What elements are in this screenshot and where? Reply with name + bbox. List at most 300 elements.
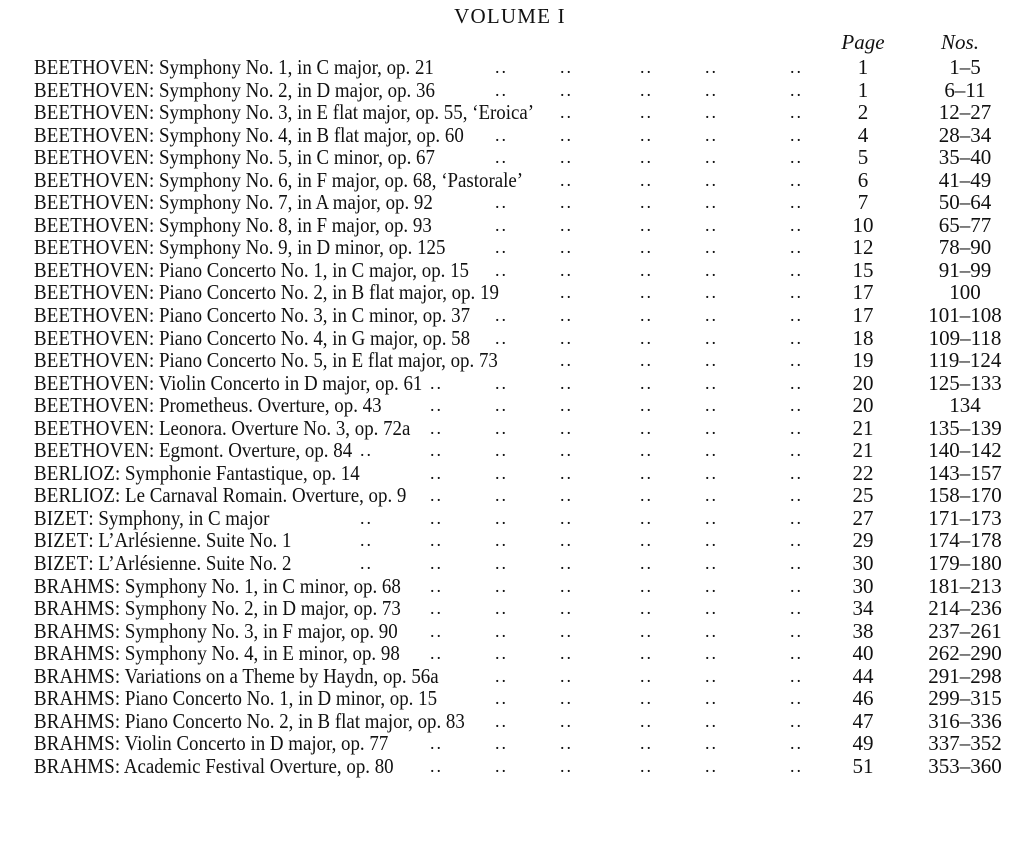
dot-leader: .. bbox=[495, 57, 508, 77]
dot-leader: .. bbox=[790, 733, 803, 754]
entry-nos: 50–64 bbox=[938, 190, 992, 215]
composer-separator: : bbox=[149, 303, 159, 328]
dot-leader: .. bbox=[495, 643, 508, 664]
dot-leader: .. bbox=[640, 259, 653, 280]
entry-page: 12 bbox=[852, 235, 874, 260]
entry-title bbox=[34, 665, 439, 687]
dot-leader: .. bbox=[495, 147, 508, 168]
entry-nos: 179–180 bbox=[928, 551, 1002, 576]
dot-leader: .. bbox=[705, 395, 718, 416]
composer-name: BRAHMS bbox=[34, 708, 115, 733]
dot-leader: .. bbox=[790, 259, 803, 280]
entry-nos: 158–170 bbox=[928, 483, 1002, 508]
entry-nos: 262–290 bbox=[928, 641, 1002, 666]
dot-leader: .. bbox=[430, 733, 443, 754]
dot-leader: .. bbox=[560, 169, 573, 190]
entry-nos: 119–124 bbox=[928, 348, 1002, 373]
dot-leader: .. bbox=[495, 305, 508, 326]
entry-title bbox=[34, 304, 470, 326]
entry-title bbox=[34, 507, 269, 529]
composer-name: BIZET bbox=[34, 505, 89, 530]
entry-page: 6 bbox=[857, 167, 869, 192]
contents-entry bbox=[0, 101, 1024, 124]
composer-name: BRAHMS bbox=[34, 618, 115, 643]
dot-leader: .. bbox=[560, 147, 573, 168]
contents-entry bbox=[0, 755, 1024, 778]
dot-leader: .. bbox=[560, 124, 573, 145]
work-title: Le Carnaval Romain. Overture, op. 9 bbox=[125, 483, 407, 508]
dot-leader: .. bbox=[790, 755, 803, 776]
dot-leader: .. bbox=[790, 440, 803, 461]
dot-leader: .. bbox=[430, 598, 443, 619]
composer-name: BEETHOVEN bbox=[34, 393, 150, 418]
dot-leader: .. bbox=[705, 214, 718, 235]
entry-title bbox=[34, 529, 291, 551]
dot-leader: .. bbox=[640, 214, 653, 235]
entry-page: 30 bbox=[852, 551, 874, 576]
volume-title: VOLUME I bbox=[454, 4, 566, 28]
work-title: Piano Concerto No. 1, in C major, op. 15 bbox=[158, 257, 470, 282]
entry-page: 44 bbox=[852, 663, 874, 688]
dot-leader: .. bbox=[640, 124, 653, 145]
composer-name: BRAHMS bbox=[34, 731, 115, 756]
composer-separator: : bbox=[88, 528, 99, 553]
dot-leader: .. bbox=[640, 755, 653, 776]
dot-leader: .. bbox=[560, 79, 573, 100]
dot-leader: .. bbox=[560, 214, 573, 235]
contents-entry bbox=[0, 214, 1024, 237]
composer-name: BEETHOVEN bbox=[34, 77, 150, 102]
entry-nos: 12–27 bbox=[938, 100, 992, 125]
composer-separator: : bbox=[149, 145, 159, 170]
entry-title bbox=[34, 755, 394, 777]
entry-title bbox=[34, 101, 534, 123]
dot-leader: .. bbox=[430, 530, 443, 551]
dot-leader: .. bbox=[705, 643, 718, 664]
composer-name: BIZET bbox=[34, 528, 89, 553]
work-title: Piano Concerto No. 1, in D minor, op. 15 bbox=[124, 686, 438, 711]
dot-leader: .. bbox=[705, 417, 718, 438]
dot-leader: .. bbox=[705, 259, 718, 280]
composer-separator: : bbox=[114, 641, 125, 666]
entry-nos: 237–261 bbox=[928, 618, 1002, 643]
work-title: Egmont. Overture, op. 84 bbox=[158, 438, 353, 463]
dot-leader: .. bbox=[495, 665, 508, 686]
dot-leader: .. bbox=[560, 755, 573, 776]
entry-nos: 171–173 bbox=[928, 505, 1002, 530]
contents-entry bbox=[0, 507, 1024, 530]
entry-page: 25 bbox=[852, 483, 874, 508]
work-title: Symphony No. 1, in C major, op. 21 bbox=[158, 55, 434, 79]
work-title: Symphony, in C major bbox=[98, 505, 270, 530]
dot-leader: .. bbox=[640, 598, 653, 619]
composer-name: BEETHOVEN bbox=[34, 257, 150, 282]
contents-entry bbox=[0, 394, 1024, 417]
dot-leader: .. bbox=[430, 620, 443, 641]
work-title: Symphony No. 3, in F major, op. 90 bbox=[124, 618, 398, 643]
composer-separator: : bbox=[114, 573, 125, 598]
composer-separator: : bbox=[149, 370, 159, 395]
dot-leader: .. bbox=[495, 372, 508, 393]
composer-name: BEETHOVEN bbox=[34, 370, 150, 395]
entry-page: 7 bbox=[857, 190, 869, 215]
dot-leader: .. bbox=[560, 259, 573, 280]
composer-separator: : bbox=[115, 483, 126, 508]
dot-leader: .. bbox=[790, 507, 803, 528]
composer-name: BEETHOVEN bbox=[34, 303, 150, 328]
dot-leader: .. bbox=[560, 620, 573, 641]
dot-leader: .. bbox=[705, 57, 718, 77]
dot-leader: .. bbox=[705, 620, 718, 641]
dot-leader: .. bbox=[640, 169, 653, 190]
dot-leader: .. bbox=[560, 282, 573, 303]
dot-leader: .. bbox=[560, 57, 573, 77]
dot-leader: .. bbox=[495, 530, 508, 551]
composer-separator: : bbox=[149, 190, 159, 215]
composer-separator: : bbox=[149, 235, 159, 260]
dot-leader: .. bbox=[495, 79, 508, 100]
entry-title bbox=[34, 146, 435, 168]
work-title: Symphony No. 4, in B flat major, op. 60 bbox=[158, 122, 464, 147]
dot-leader: .. bbox=[705, 305, 718, 326]
dot-leader: .. bbox=[640, 553, 653, 574]
entry-page: 4 bbox=[857, 122, 869, 147]
dot-leader: .. bbox=[640, 57, 653, 77]
dot-leader: .. bbox=[640, 485, 653, 506]
dot-leader: .. bbox=[560, 372, 573, 393]
composer-name: BEETHOVEN bbox=[34, 212, 150, 237]
dot-leader: .. bbox=[640, 417, 653, 438]
dot-leader: .. bbox=[705, 282, 718, 303]
composer-name: BEETHOVEN bbox=[34, 145, 150, 170]
dot-leader: .. bbox=[705, 327, 718, 348]
work-title: Symphony No. 2, in D major, op. 36 bbox=[158, 77, 435, 102]
work-title: Symphony No. 1, in C minor, op. 68 bbox=[124, 573, 401, 598]
dot-leader: .. bbox=[640, 530, 653, 551]
composer-separator: : bbox=[149, 325, 159, 350]
dot-leader: .. bbox=[640, 147, 653, 168]
composer-name: BERLIOZ bbox=[34, 483, 116, 508]
composer-name: BRAHMS bbox=[34, 686, 115, 711]
dot-leader: .. bbox=[705, 440, 718, 461]
dot-leader: .. bbox=[560, 710, 573, 731]
dot-leader: .. bbox=[495, 395, 508, 416]
dot-leader: .. bbox=[790, 214, 803, 235]
composer-separator: : bbox=[149, 77, 159, 102]
composer-separator: : bbox=[88, 551, 99, 576]
dot-leader: .. bbox=[705, 665, 718, 686]
work-title: Symphony No. 3, in E flat major, op. 55, ‘Eroica’ bbox=[158, 100, 535, 125]
dot-leader: .. bbox=[790, 350, 803, 371]
composer-name: BEETHOVEN bbox=[34, 280, 150, 305]
composer-name: BEETHOVEN bbox=[34, 55, 150, 79]
dot-leader: .. bbox=[790, 79, 803, 100]
dot-leader: .. bbox=[560, 237, 573, 258]
contents-entry bbox=[0, 372, 1024, 395]
dot-leader: .. bbox=[640, 327, 653, 348]
dot-leader: .. bbox=[790, 462, 803, 483]
composer-separator: : bbox=[149, 438, 159, 463]
entry-nos: 100 bbox=[949, 280, 981, 305]
dot-leader: .. bbox=[790, 237, 803, 258]
work-title: Leonora. Overture No. 3, op. 72a bbox=[158, 415, 411, 440]
dot-leader: .. bbox=[560, 643, 573, 664]
entry-title bbox=[34, 620, 398, 642]
dot-leader: .. bbox=[790, 575, 803, 596]
entry-page: 17 bbox=[852, 280, 874, 305]
contents-entry bbox=[0, 484, 1024, 507]
dot-leader: .. bbox=[640, 462, 653, 483]
dot-leader: .. bbox=[560, 192, 573, 213]
composer-name: BEETHOVEN bbox=[34, 235, 150, 260]
dot-leader: .. bbox=[495, 598, 508, 619]
dot-leader: .. bbox=[705, 553, 718, 574]
contents-entry bbox=[0, 169, 1024, 192]
entry-title bbox=[34, 597, 401, 619]
dot-leader: .. bbox=[495, 710, 508, 731]
dot-leader: .. bbox=[705, 710, 718, 731]
entry-page: 40 bbox=[852, 641, 874, 666]
composer-name: BEETHOVEN bbox=[34, 122, 150, 147]
work-title: Violin Concerto in D major, op. 61 bbox=[158, 370, 423, 395]
composer-name: BEETHOVEN bbox=[34, 438, 150, 463]
entry-page: 21 bbox=[852, 438, 874, 463]
contents-list bbox=[0, 56, 1024, 778]
contents-entry bbox=[0, 349, 1024, 372]
entry-page: 34 bbox=[852, 596, 874, 621]
work-title: Symphony No. 8, in F major, op. 93 bbox=[158, 212, 432, 237]
composer-separator: : bbox=[114, 618, 125, 643]
work-title: Symphony No. 2, in D major, op. 73 bbox=[124, 596, 401, 621]
dot-leader: .. bbox=[705, 79, 718, 100]
dot-leader: .. bbox=[705, 102, 718, 123]
entry-page: 2 bbox=[857, 100, 869, 125]
composer-separator: : bbox=[114, 686, 125, 711]
dot-leader: .. bbox=[430, 507, 443, 528]
composer-separator: : bbox=[114, 753, 124, 778]
contents-entry bbox=[0, 327, 1024, 350]
composer-separator: : bbox=[149, 167, 159, 192]
dot-leader: .. bbox=[560, 665, 573, 686]
composer-separator: : bbox=[149, 257, 159, 282]
entry-title bbox=[34, 462, 360, 484]
dot-leader: .. bbox=[495, 485, 508, 506]
dot-leader: .. bbox=[430, 395, 443, 416]
nos-column-header: Nos. bbox=[941, 30, 979, 54]
entry-page: 38 bbox=[852, 618, 874, 643]
contents-entry bbox=[0, 529, 1024, 552]
contents-entry bbox=[0, 191, 1024, 214]
composer-separator: : bbox=[115, 460, 126, 485]
dot-leader: .. bbox=[790, 553, 803, 574]
dot-leader: .. bbox=[495, 507, 508, 528]
entry-title bbox=[34, 259, 469, 281]
composer-separator: : bbox=[88, 505, 99, 530]
entry-title bbox=[34, 214, 432, 236]
dot-leader: .. bbox=[705, 485, 718, 506]
entry-nos: 291–298 bbox=[928, 663, 1002, 688]
work-title: Piano Concerto No. 3, in C minor, op. 37 bbox=[158, 303, 471, 328]
entry-nos: 125–133 bbox=[928, 370, 1002, 395]
dot-leader: .. bbox=[360, 440, 373, 461]
dot-leader: .. bbox=[560, 530, 573, 551]
dot-leader: .. bbox=[705, 147, 718, 168]
work-title: Symphony No. 6, in F major, op. 68, ‘Pastorale’ bbox=[158, 167, 524, 192]
dot-leader: .. bbox=[640, 688, 653, 709]
composer-separator: : bbox=[114, 663, 125, 688]
entry-nos: 109–118 bbox=[928, 325, 1002, 350]
entry-nos: 135–139 bbox=[928, 415, 1002, 440]
dot-leader: .. bbox=[790, 710, 803, 731]
dot-leader: .. bbox=[430, 485, 443, 506]
dot-leader: .. bbox=[640, 643, 653, 664]
dot-leader: .. bbox=[560, 575, 573, 596]
dot-leader: .. bbox=[640, 507, 653, 528]
contents-entry bbox=[0, 56, 1024, 79]
dot-leader: .. bbox=[705, 507, 718, 528]
entry-page: 46 bbox=[852, 686, 874, 711]
entry-page: 19 bbox=[852, 348, 874, 373]
dot-leader: .. bbox=[790, 372, 803, 393]
composer-separator: : bbox=[149, 100, 159, 125]
composer-name: BEETHOVEN bbox=[34, 190, 150, 215]
dot-leader: .. bbox=[360, 507, 373, 528]
entry-nos: 337–352 bbox=[928, 731, 1002, 756]
dot-leader: .. bbox=[430, 553, 443, 574]
entry-title bbox=[34, 575, 401, 597]
dot-leader: .. bbox=[640, 665, 653, 686]
dot-leader: .. bbox=[430, 417, 443, 438]
dot-leader: .. bbox=[790, 665, 803, 686]
dot-leader: .. bbox=[790, 57, 803, 77]
dot-leader: .. bbox=[495, 733, 508, 754]
work-title: Piano Concerto No. 5, in E flat major, op. 73 bbox=[158, 348, 498, 373]
dot-leader: .. bbox=[640, 192, 653, 213]
dot-leader: .. bbox=[560, 598, 573, 619]
dot-leader: .. bbox=[495, 688, 508, 709]
dot-leader: .. bbox=[705, 688, 718, 709]
work-title: Symphony No. 5, in C minor, op. 67 bbox=[158, 145, 435, 170]
contents-entry bbox=[0, 687, 1024, 710]
composer-name: BEETHOVEN bbox=[34, 100, 150, 125]
work-title: Symphony No. 9, in D minor, op. 125 bbox=[158, 235, 446, 260]
entry-title bbox=[34, 191, 433, 213]
dot-leader: .. bbox=[560, 417, 573, 438]
composer-separator: : bbox=[149, 415, 159, 440]
dot-leader: .. bbox=[640, 395, 653, 416]
work-title: L’Arlésienne. Suite No. 1 bbox=[98, 528, 292, 553]
dot-leader: .. bbox=[640, 733, 653, 754]
contents-entry bbox=[0, 575, 1024, 598]
contents-entry bbox=[0, 552, 1024, 575]
dot-leader: .. bbox=[790, 643, 803, 664]
work-title: Piano Concerto No. 2, in B flat major, op. 19 bbox=[158, 280, 499, 305]
dot-leader: .. bbox=[560, 440, 573, 461]
entry-title bbox=[34, 552, 291, 574]
entry-nos: 140–142 bbox=[928, 438, 1002, 463]
dot-leader: .. bbox=[790, 282, 803, 303]
page-column-header: Page bbox=[841, 30, 885, 54]
entry-title bbox=[34, 710, 465, 732]
composer-name: BIZET bbox=[34, 551, 89, 576]
dot-leader: .. bbox=[495, 440, 508, 461]
composer-name: BERLIOZ bbox=[34, 460, 116, 485]
entry-page: 1 bbox=[857, 55, 869, 79]
dot-leader: .. bbox=[790, 530, 803, 551]
dot-leader: .. bbox=[705, 192, 718, 213]
work-title: Symphonie Fantastique, op. 14 bbox=[125, 460, 360, 485]
entry-page: 49 bbox=[852, 731, 874, 756]
work-title: L’Arlésienne. Suite No. 2 bbox=[98, 551, 292, 576]
composer-separator: : bbox=[149, 122, 159, 147]
work-title: Academic Festival Overture, op. 80 bbox=[123, 753, 394, 778]
dot-leader: .. bbox=[495, 237, 508, 258]
entry-nos: 299–315 bbox=[928, 686, 1002, 711]
contents-entry bbox=[0, 439, 1024, 462]
dot-leader: .. bbox=[790, 395, 803, 416]
dot-leader: .. bbox=[790, 688, 803, 709]
dot-leader: .. bbox=[560, 553, 573, 574]
contents-entry bbox=[0, 124, 1024, 147]
entry-nos: 101–108 bbox=[928, 303, 1002, 328]
entry-nos: 41–49 bbox=[938, 167, 992, 192]
dot-leader: .. bbox=[790, 598, 803, 619]
dot-leader: .. bbox=[640, 237, 653, 258]
dot-leader: .. bbox=[790, 147, 803, 168]
entry-nos: 35–40 bbox=[938, 145, 992, 170]
dot-leader: .. bbox=[560, 350, 573, 371]
entry-page: 29 bbox=[852, 528, 874, 553]
contents-entry bbox=[0, 259, 1024, 282]
dot-leader: .. bbox=[430, 575, 443, 596]
contents-entry bbox=[0, 597, 1024, 620]
entry-page: 10 bbox=[852, 212, 874, 237]
dot-leader: .. bbox=[360, 553, 373, 574]
dot-leader: .. bbox=[495, 755, 508, 776]
dot-leader: .. bbox=[360, 530, 373, 551]
entry-title bbox=[34, 236, 445, 258]
entry-nos: 6–11 bbox=[944, 77, 986, 102]
entry-title bbox=[34, 349, 498, 371]
dot-leader: .. bbox=[495, 327, 508, 348]
entry-title bbox=[34, 56, 434, 78]
entry-page: 5 bbox=[857, 145, 869, 170]
composer-name: BEETHOVEN bbox=[34, 415, 150, 440]
entry-page: 17 bbox=[852, 303, 874, 328]
entry-nos: 353–360 bbox=[928, 753, 1002, 778]
dot-leader: .. bbox=[705, 530, 718, 551]
entry-nos: 28–34 bbox=[938, 122, 992, 147]
entry-page: 22 bbox=[852, 460, 874, 485]
dot-leader: .. bbox=[790, 485, 803, 506]
composer-separator: : bbox=[149, 393, 159, 418]
dot-leader: .. bbox=[705, 350, 718, 371]
dot-leader: .. bbox=[495, 259, 508, 280]
composer-separator: : bbox=[149, 280, 159, 305]
contents-entry bbox=[0, 462, 1024, 485]
entry-page: 20 bbox=[852, 370, 874, 395]
composer-name: BRAHMS bbox=[34, 641, 115, 666]
work-title: Piano Concerto No. 2, in B flat major, op. 83 bbox=[124, 708, 465, 733]
dot-leader: .. bbox=[495, 553, 508, 574]
contents-entry bbox=[0, 146, 1024, 169]
dot-leader: .. bbox=[560, 327, 573, 348]
dot-leader: .. bbox=[790, 417, 803, 438]
contents-entry bbox=[0, 79, 1024, 102]
dot-leader: .. bbox=[430, 643, 443, 664]
contents-entry bbox=[0, 304, 1024, 327]
dot-leader: .. bbox=[430, 372, 443, 393]
